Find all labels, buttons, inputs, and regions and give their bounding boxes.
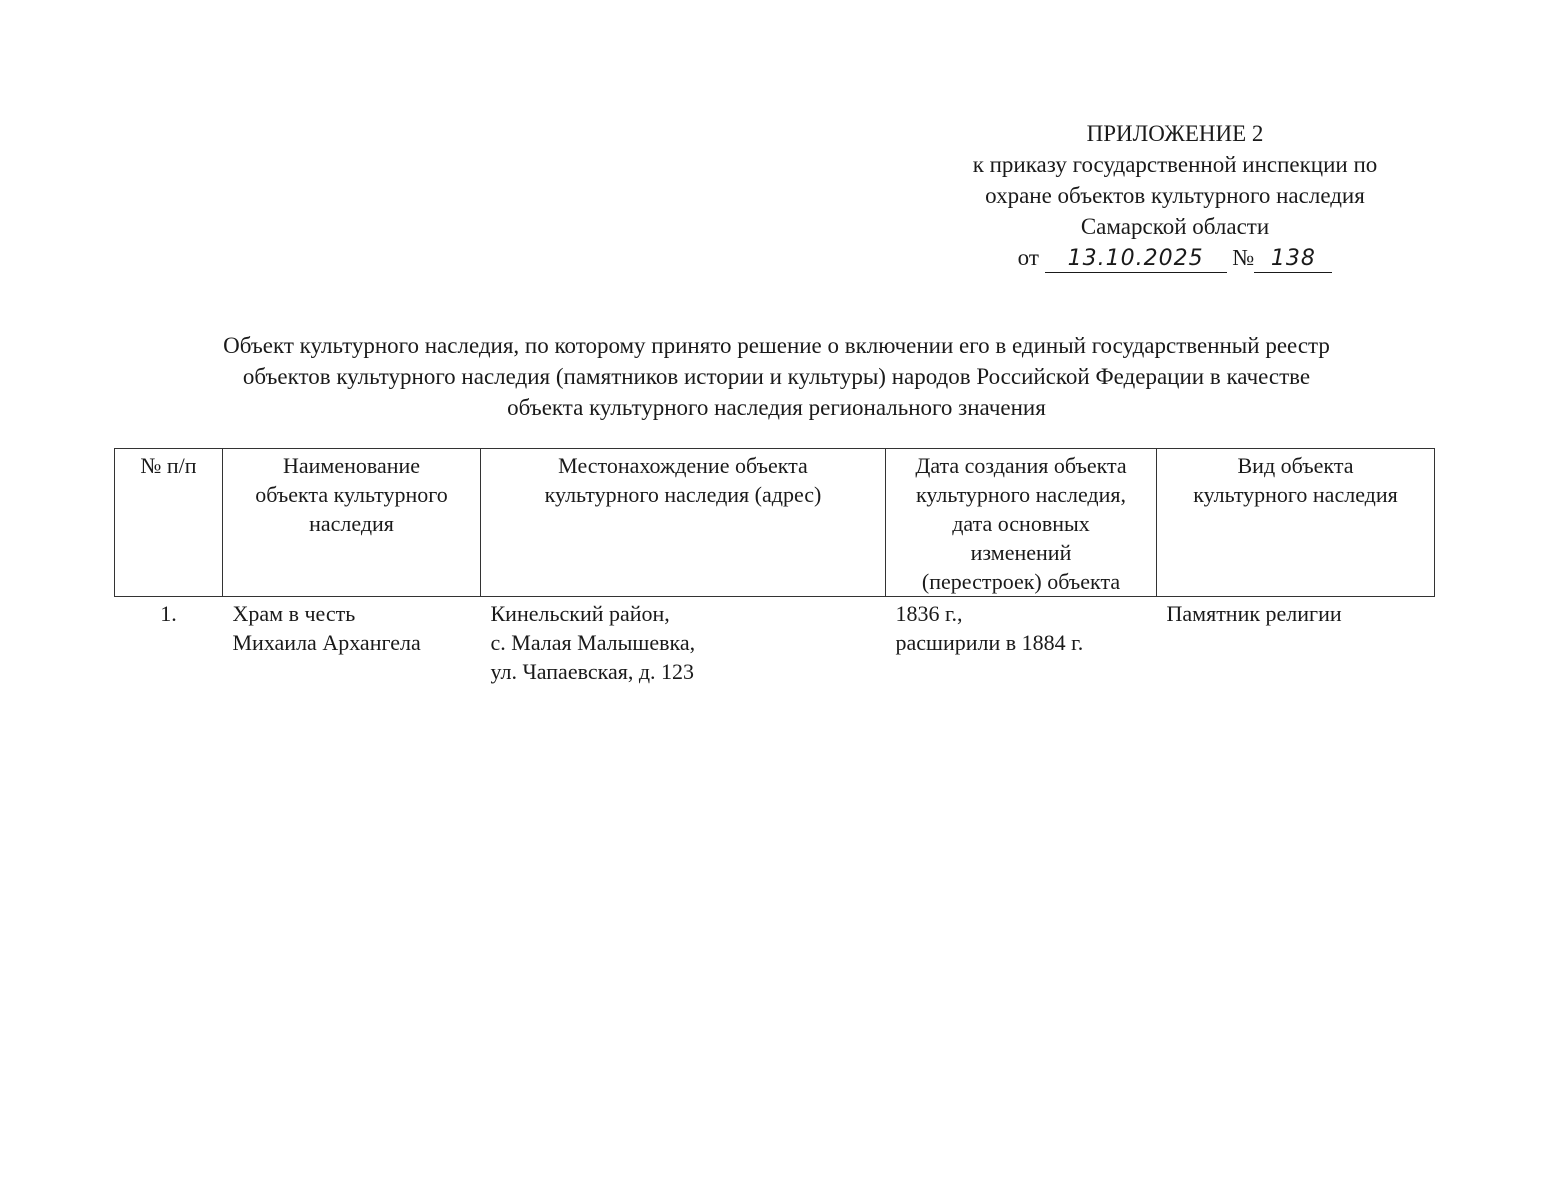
- appendix-line-1: к приказу государственной инспекции по: [972, 152, 1378, 177]
- cell-number: 1.: [160, 601, 177, 626]
- cell-dates: 1836 г., расширили в 1884 г.: [895, 601, 1084, 655]
- date-prefix: от: [1017, 245, 1039, 270]
- heading-line-2: объектов культурного наследия (памятников истории и культуры) народов Российской Федерации в качестве: [242, 364, 1311, 389]
- table-header: [115, 449, 1435, 597]
- number-prefix: №: [1232, 245, 1255, 270]
- appendix-block: [930, 118, 1420, 273]
- header-type: Вид объекта культурного наследия: [1157, 449, 1435, 597]
- cell-name: Храм в честь Михаила Архангела: [232, 601, 421, 655]
- cell-type: Памятник религии: [1166, 601, 1342, 626]
- document-heading: [60, 330, 1493, 423]
- header-name: Наименование объекта культурного наследия: [223, 449, 481, 597]
- header-dates: Дата создания объекта культурного наследия, дата основных изменений (перестроек) объекта: [886, 449, 1157, 597]
- table-header-row: [115, 449, 1435, 597]
- appendix-title: ПРИЛОЖЕНИЕ 2: [1086, 121, 1264, 146]
- table-row: [115, 597, 1435, 687]
- heritage-table: [114, 448, 1435, 686]
- handwritten-date: 13.10.2025: [1045, 246, 1227, 273]
- handwritten-number: 138: [1254, 246, 1332, 273]
- cell-address: Кинельский район, с. Малая Малышевка, ул. Чапаевская, д. 123: [490, 601, 696, 684]
- header-number: № п/п: [115, 449, 223, 597]
- appendix-date-line: [930, 242, 1420, 273]
- header-address: Местонахождение объекта культурного наследия (адрес): [481, 449, 886, 597]
- heading-line-3: объекта культурного наследия регионального значения: [507, 395, 1046, 420]
- appendix-line-3: Самарской области: [1080, 214, 1270, 239]
- appendix-line-2: охране объектов культурного наследия: [985, 183, 1365, 208]
- table-body: [115, 597, 1435, 687]
- heading-line-1: Объект культурного наследия, по которому принято решение о включении его в единый государственный реестр: [223, 333, 1330, 358]
